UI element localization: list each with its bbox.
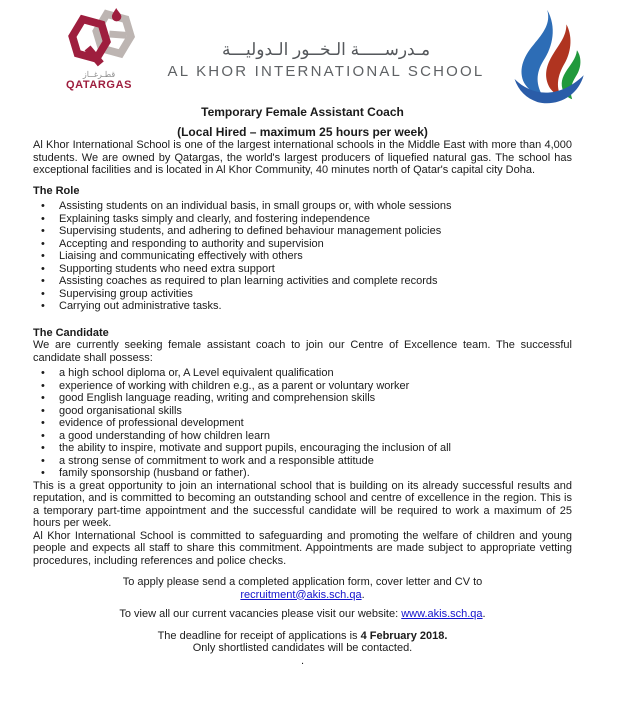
school-flame-icon [508,8,596,104]
opportunity-paragraph: This is a great opportunity to join an international school that is building on its already successful results and reputation, and is committed to becoming an outstanding school and centre of excellence in the region. This is a temporary part-time appointment and the successful candidate will be required to work a maximum of 25 hours per week. [33,479,572,529]
list-item: • Assisting students on an individual basis, in small groups or, with whole sessions [33,200,572,213]
list-item: • a good understanding of how children learn [33,430,572,443]
list-item: • evidence of professional development [33,417,572,430]
list-item: • Explaining tasks simply and clearly, and fostering independence [33,213,572,226]
list-item: • good organisational skills [33,405,572,418]
website-period: . [482,608,486,620]
list-item: • a high school diploma or, A Level equivalent qualification [33,367,572,380]
vacancies-line [33,608,572,621]
section-heading-the-candidate: The Candidate [33,326,109,339]
deadline-prefix-text: The deadline for receipt of applications is [157,629,361,642]
list-item: • experience of working with children e.g., as a parent or voluntary worker [33,380,572,393]
qatargas-arabic-label: قطـرغــاز [82,70,116,79]
website-link[interactable]: www.akis.sch.qa [401,608,483,620]
email-period: . [361,588,365,601]
trailing-period: . [300,654,305,667]
website-prefix-text: To view all our current vacancies please visit our website: [119,608,402,620]
candidate-intro-paragraph: We are currently seeking female assistant coach to join our Centre of Excellence team. The successful candidate shall possess: [33,339,572,364]
list-item: • the ability to inspire, motivate and support pupils, encouraging the inclusion of all [33,442,572,455]
qatargas-logo-block [48,8,150,91]
apply-text: To apply please send a completed application form, cover letter and CV to [122,576,483,588]
deadline-line [33,630,572,655]
qatargas-logo-icon [56,8,142,70]
list-item: • Supporting students who need extra support [33,263,572,276]
list-item: • Carrying out administrative tasks. [33,300,572,313]
deadline-date: 4 February 2018. [360,629,448,642]
list-item: • family sponsorship (husband or father). [33,467,572,480]
safeguarding-paragraph: Al Khor International School is committed to safeguarding and promoting the welfare of children and young people and expects all staff to share this commitment. Appointments are made subject to appropriate vetting procedures, including references and police checks. [33,529,572,567]
school-name-block [150,8,502,81]
intro-paragraph: Al Khor International School is one of the largest international schools in the Middle East with more than 4,000 students. We are owned by Qatargas, the world's largest producers of liquefied natural gas. The school has exceptional facilities and is located in Al Khor Community, 40 minutes north of Qatar's capital city Doha. [33,139,572,176]
qatargas-wordmark: QATARGAS [65,79,133,91]
role-bullet-list [33,200,572,313]
candidate-bullet-list [33,367,572,480]
section-heading-the-role: The Role [33,184,80,197]
document-body [0,106,642,667]
list-item: • a strong sense of commitment to work and a responsible attitude [33,455,572,468]
email-link[interactable]: recruitment@akis.sch.qa [240,588,362,601]
list-item: • Supervising group activities [33,288,572,301]
list-item: • Supervising students, and adhering to defined behaviour management policies [33,225,572,238]
school-name-english: AL KHOR INTERNATIONAL SCHOOL [167,63,485,80]
apply-instructions [33,576,572,601]
shortlist-note: Only shortlisted candidates will be contacted. [192,642,413,654]
list-item: • Liaising and communicating effectively with others [33,250,572,263]
job-title: Temporary Female Assistant Coach [201,105,404,119]
school-logo-block [502,8,602,109]
document-header [0,0,642,100]
list-item: • good English language reading, writing and comprehension skills [33,392,572,405]
job-subtitle: (Local Hired – maximum 25 hours per week) [177,125,428,139]
list-item: • Accepting and responding to authority and supervision [33,238,572,251]
school-name-arabic: مـدرســـــة الـخــور الـدوليـــة [221,40,431,59]
list-item: • Assisting coaches as required to plan learning activities and complete records [33,275,572,288]
